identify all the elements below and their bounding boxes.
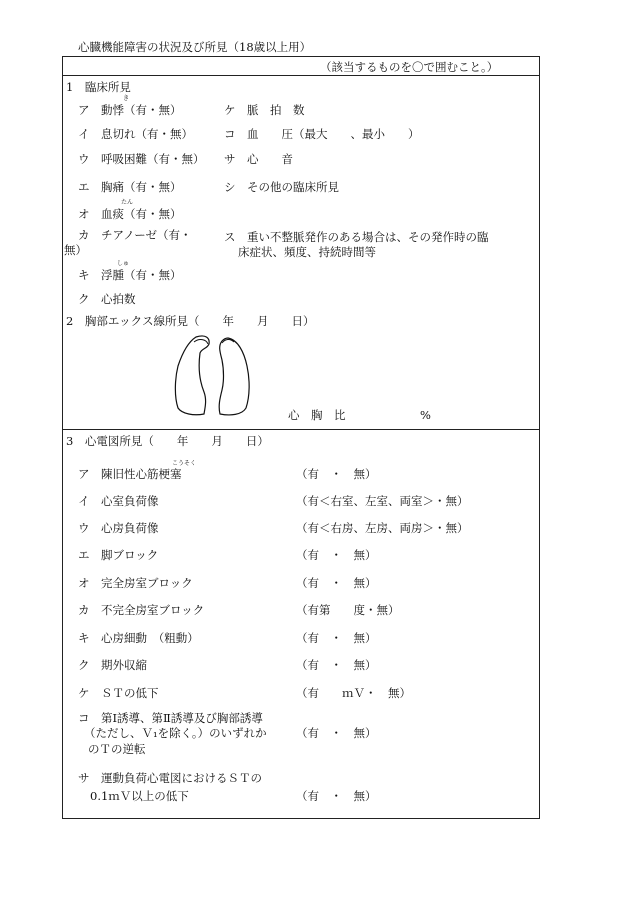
item-other-findings: シ その他の臨床所見	[224, 180, 339, 194]
ecg-row-label: ケ ＳＴの低下	[78, 686, 159, 700]
item-edema: キ 浮腫（有・無）	[78, 268, 182, 282]
ecg-t-inversion-line3: のＴの逆転	[88, 742, 146, 756]
cardiothoracic-ratio-label: 心 胸 比	[288, 408, 346, 422]
item-arrhythmia: ス 重い不整脈発作のある場合は、その発作時の臨	[224, 230, 489, 244]
ecg-row-label: オ 完全房室ブロック	[78, 576, 193, 590]
ecg-row-label: エ 脚ブロック	[78, 548, 159, 562]
item-chest-pain: エ 胸痛（有・無）	[78, 180, 182, 194]
form-title: 心臓機能障害の状況及び所見（18歳以上用）	[78, 40, 312, 54]
left-lung-apex	[194, 340, 208, 344]
note-divider	[62, 75, 540, 76]
section1-heading: 1 臨床所見	[66, 80, 131, 94]
ecg-row-label: キ 心房細動 （粗動）	[78, 631, 199, 645]
cardiothoracic-ratio-unit: %	[420, 408, 431, 422]
ecg-row-value: （有 ・ 無）	[296, 548, 377, 562]
exercise-ecg-line1: サ 運動負荷心電図におけるＳＴの	[78, 771, 262, 785]
ecg-row-value: （有＜右房、左房、両房＞・無）	[296, 521, 469, 535]
item-pulse-rate: ケ 脈 拍 数	[224, 103, 305, 117]
ecg-row-value: （有 ・ 無）	[296, 576, 377, 590]
section3-heading: 3 心電図所見（ 年 月 日）	[66, 434, 269, 448]
ecg-row-value: （有第 度・無）	[296, 603, 400, 617]
item-bloody-sputum: オ 血痰（有・無）	[78, 207, 182, 221]
ecg-row-value: （有 ・ 無）	[296, 467, 377, 481]
ecg-t-inversion-value: （有 ・ 無）	[296, 726, 377, 740]
chest-outline-icon	[172, 334, 252, 418]
ecg-row-label: ウ 心房負荷像	[78, 521, 159, 535]
item-shortness-of-breath: イ 息切れ（有・無）	[78, 127, 193, 141]
ecg-row-label: ア 陳旧性心筋梗塞	[78, 467, 182, 481]
ecg-t-inversion-line1: コ 第Ⅰ誘導、第Ⅱ誘導及び胸部誘導	[78, 711, 263, 725]
left-lung-outline	[175, 336, 209, 415]
section2-heading: 2 胸部エックス線所見（ 年 月 日）	[66, 314, 315, 328]
circle-instruction: （該当するものを〇で囲むこと。）	[320, 60, 499, 74]
ecg-row-label: カ 不完全房室ブロック	[78, 603, 205, 617]
ecg-t-inversion-line2: （ただし、Ｖ₁を除く。）のいずれか	[84, 726, 267, 740]
exercise-ecg-line2: 0.1ｍＶ以上の低下	[90, 789, 189, 803]
ecg-row-label: ク 期外収縮	[78, 658, 147, 672]
ruby-ki: き	[123, 95, 130, 102]
ecg-row-value: （有 ｍＶ・ 無）	[296, 686, 411, 700]
section3-divider	[62, 429, 540, 430]
ecg-row-value: （有 ・ 無）	[296, 658, 377, 672]
item-arrhythmia-cont: 床症状、頻度、持続時間等	[238, 245, 376, 259]
item-palpitation: ア 動悸（有・無）	[78, 103, 182, 117]
right-lung-outline	[219, 338, 249, 415]
ruby-kosoku: こうそく	[172, 460, 197, 467]
item-heart-rate: ク 心拍数	[78, 292, 136, 306]
ecg-row-value: （有＜右室、左室、両室＞・無）	[296, 494, 469, 508]
ruby-tan: たん	[121, 199, 134, 206]
item-dyspnea: ウ 呼吸困難（有・無）	[78, 152, 205, 166]
ecg-row-label: イ 心室負荷像	[78, 494, 159, 508]
ruby-shu: しゅ	[117, 260, 130, 267]
item-blood-pressure: コ 血 圧（最大 、最小 ）	[224, 127, 420, 141]
item-heart-sound: サ 心 音	[224, 152, 293, 166]
ecg-row-value: （有 ・ 無）	[296, 631, 377, 645]
item-cyanosis: カ チアノーゼ（有・	[78, 228, 192, 242]
item-cyanosis-cont: 無）	[64, 243, 87, 257]
exercise-ecg-value: （有 ・ 無）	[296, 789, 377, 803]
